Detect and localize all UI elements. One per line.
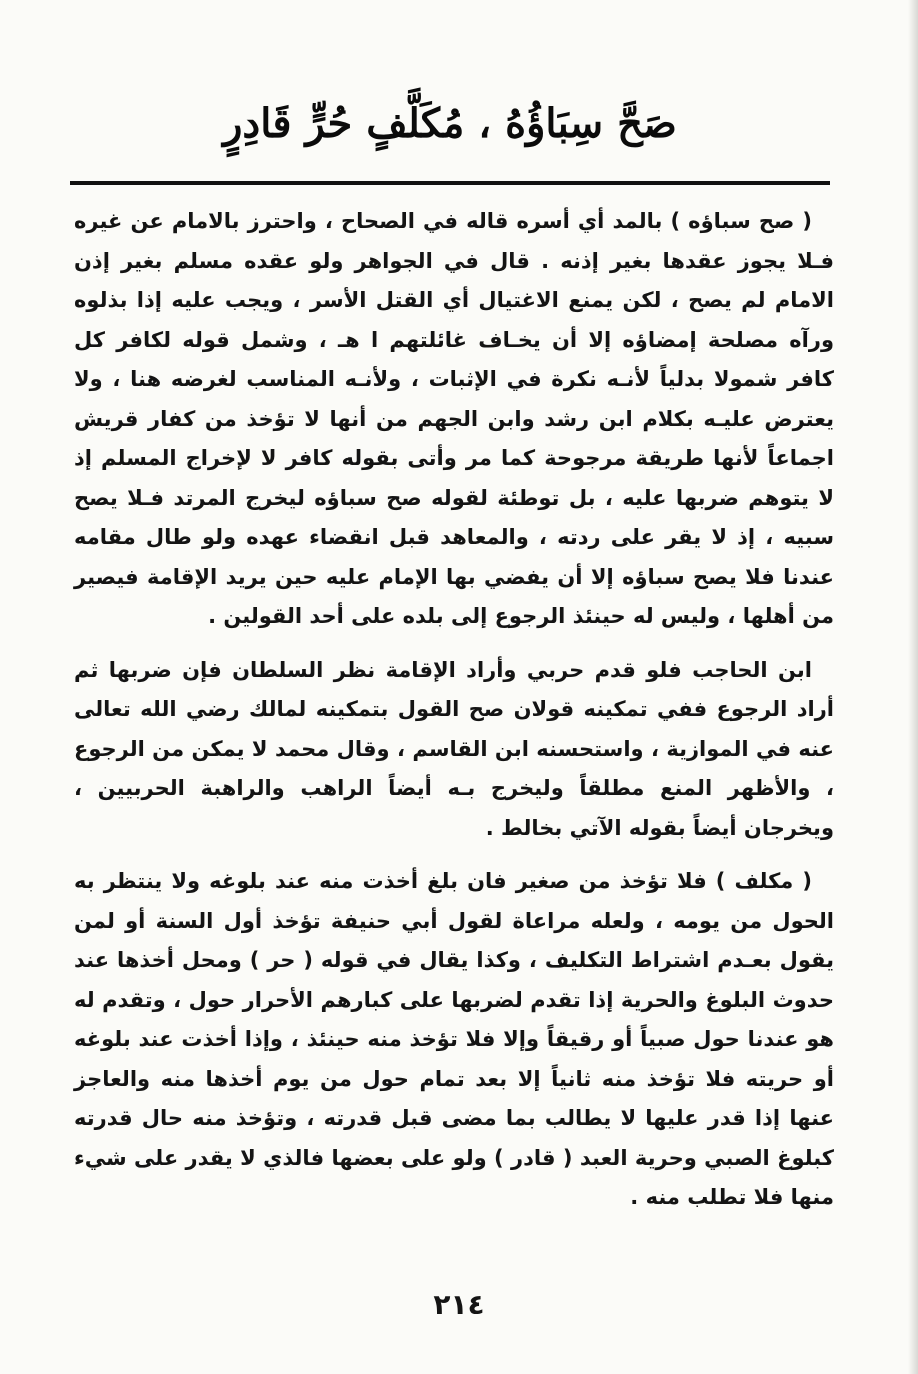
paragraph-3: ( مكلف ) فلا تؤخذ من صغير فان بلغ أخذت منه عند بلوغه ولا ينتظر به الحول من يومه ، ولعله مراعاة لقول أبي حنيفة تؤخذ أول السنة أو لمن يقول بعـدم اشتراط التكليف ، وكذا يقال في قوله ( حر ) ومحل أخذها عند حدوث البلوغ والحرية إذا تقدم لضربها على كبارهم الأحرار حول ، وتقدم له هو عندنا حول صبياً أو رقيقاً وإلا فلا تؤخذ منه حينئذ ، وإذا أخذت عند بلوغه أو حريته فلا تؤخذ منه ثانياً إلا بعد تمام حول من يوم أخذها منه والعاجز عنها إذا قدر عليها لا يطالب بما مضى قبل قدرته ، وتؤخذ منه حال قدرته كبلوغ الصبي وحرية العبد ( قادر ) ولو على بعضها فالذي لا يقدر على شيء منها فلا تطلب منه . [74, 869, 834, 1209]
body-text [74, 202, 834, 1218]
page-heading: صَحَّ سِبَاؤُهُ ، مُكَلَّفٍ حُرٍّ قَادِرٍ [223, 100, 677, 147]
page-number: ٢١٤ [433, 1288, 485, 1321]
scan-edge-shadow [908, 0, 918, 1374]
paragraph-1: ( صح سباؤه ) بالمد أي أسره قاله في الصحاح ، واحترز بالامام عن غيره فـلا يجوز عقدها بغير إذنه . قال في الجواهر ولو عقده مسلم بغير إذن الامام لم يصح ، لكن يمنع الاغتيال أي القتل الأسر ، ويجب عليه إذا بذلوه ورآه مصلحة إمضاؤه إلا أن يخـاف غائلتهم ا هـ ، وشمل قوله لكافر كل كافر شمولا بدلياً لأنـه نكرة في الإثبات ، ولأنـه المناسب لغرضه هنا ، ولا يعترض عليـه بكلام ابن رشد وابن الجهم من أنها لا تؤخذ من كفار قريش اجماعاً لأنها طريقة مرجوحة كما مر وأتى بقوله كافر لا لإخراج المسلم إذ لا يتوهم ضربها عليه ، بل توطئة لقوله صح سباؤه ليخرج المرتد فـلا يصح سبيه ، إذ لا يقر على ردته ، والمعاهد قبل انقضاء عهده ولو طال مقامه عندنا فلا يصح سباؤه إلا أن يفضي بها الإمام عليه حين يريد الإقامة فيصير من أهلها ، وليس له حينئذ الرجوع إلى بلده على أحد القولين . [74, 209, 834, 628]
paragraph-2: ابن الحاجب فلو قدم حربي وأراد الإقامة نظر السلطان فإن ضربها ثم أراد الرجوع ففي تمكينه قولان صح القول بتمكينه لمالك رضي الله تعالى عنه في الموازية ، واستحسنه ابن القاسم ، وقال محمد لا يمكن من الرجوع ، والأظهر المنع مطلقاً وليخرج بـه أيضاً الراهب والراهبة الحربيين ، ويخرجان أيضاً بقوله الآتي بخالط . [74, 657, 834, 840]
heading-rule [70, 181, 830, 185]
